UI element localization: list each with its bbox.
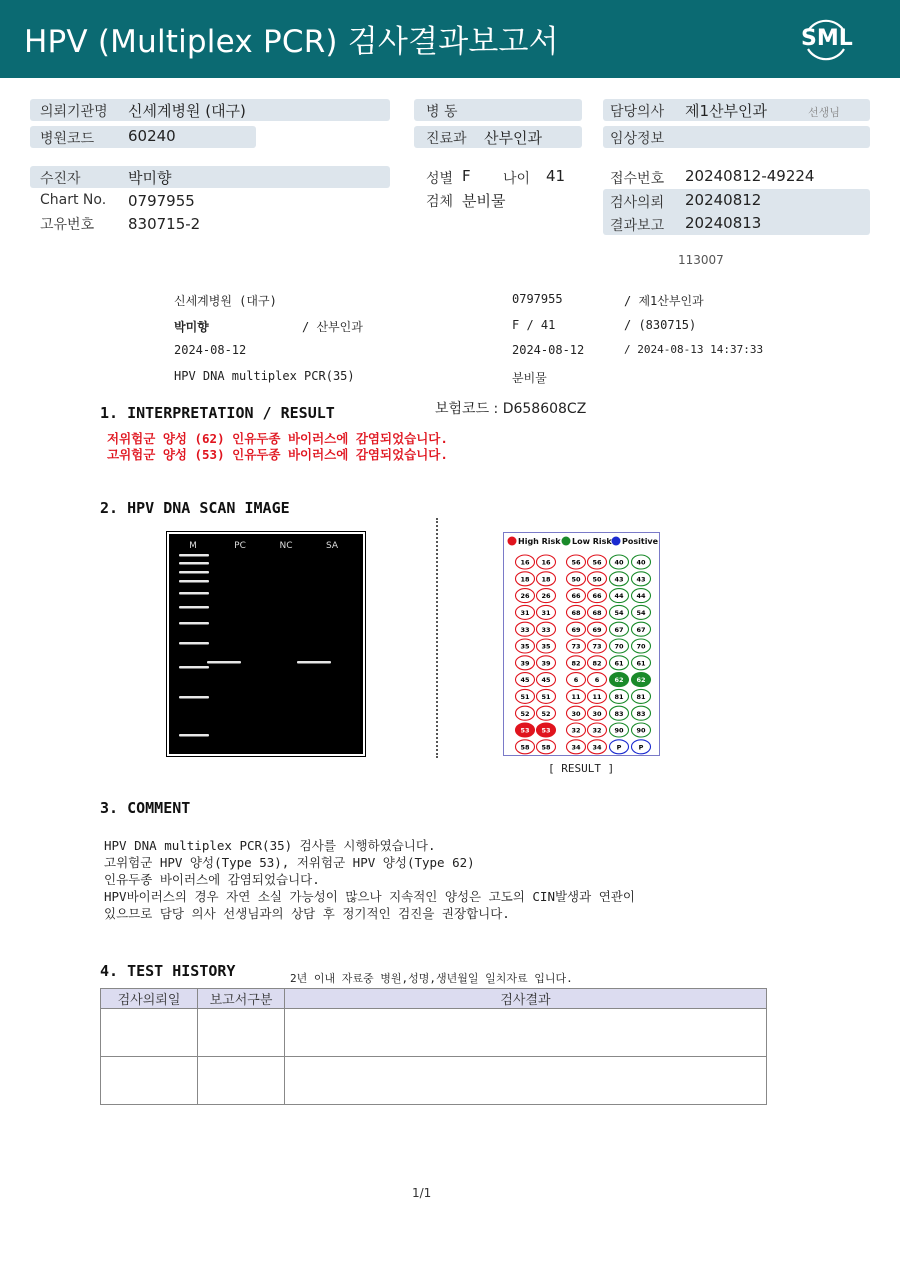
chip-spot-label: 39 xyxy=(541,659,551,668)
chip-spot-label: 18 xyxy=(520,575,530,584)
receipt-value: 20240812-49224 xyxy=(685,167,815,185)
ladder-band xyxy=(179,734,209,737)
chip-spot-label: 18 xyxy=(541,575,551,584)
rpt-specimen: 분비물 xyxy=(512,371,547,385)
legend-low-label: Low Risk xyxy=(572,537,612,546)
chip-spot-label: 32 xyxy=(571,726,581,735)
ladder-band xyxy=(179,592,209,595)
hospital-code-label: 병원코드 xyxy=(40,131,95,147)
gel-bands xyxy=(169,534,359,750)
history-col-result: 검사결과 xyxy=(285,989,767,1009)
chart-value: 0797955 xyxy=(128,192,195,210)
chip-spot-label: 43 xyxy=(614,575,624,584)
chip-spot-label: 16 xyxy=(520,558,530,567)
chip-spot-label: 54 xyxy=(614,609,624,617)
specimen-label: 검체 xyxy=(426,194,454,210)
chip-spot-label: 33 xyxy=(520,625,530,634)
legend-high-dot xyxy=(508,537,517,546)
chip-spot-label: 82 xyxy=(571,659,581,668)
history-table xyxy=(100,988,767,1105)
history-row xyxy=(101,1057,767,1105)
chip-spot-label: 34 xyxy=(571,743,581,752)
ladder-band xyxy=(179,554,209,557)
chip-spot-label: 40 xyxy=(614,558,624,567)
chip-spot-label: 90 xyxy=(636,726,646,735)
request-value: 20240812 xyxy=(685,191,762,209)
chip-spot-label: 32 xyxy=(592,726,602,735)
sex-value: F xyxy=(462,167,471,185)
chip-spot-label: 31 xyxy=(541,609,551,617)
chip-spot-label: 53 xyxy=(541,726,551,735)
ward-label: 병 동 xyxy=(426,104,458,120)
ladder-band xyxy=(179,642,209,645)
chip-spot-label: 81 xyxy=(636,693,646,701)
chip-spot-label: 61 xyxy=(614,659,624,668)
chip-spot-label: 11 xyxy=(592,693,602,701)
gel-lane-label: PC xyxy=(234,541,246,551)
comment-line-3: 인유두종 바이러스에 감염되었습니다. xyxy=(104,872,320,887)
rpt-birth: / (830715) xyxy=(624,318,697,332)
chip-spot-label: 90 xyxy=(614,726,624,735)
chip-spot-label: 30 xyxy=(592,709,602,718)
rpt-doctor: / 제1산부인과 xyxy=(624,294,704,308)
dept-value: 산부인과 xyxy=(484,129,542,147)
gel-lane-label: NC xyxy=(279,541,293,551)
dept-label: 진료과 xyxy=(426,131,467,147)
chip-result-label: [ RESULT ] xyxy=(548,762,615,775)
history-col-date: 검사의뢰일 xyxy=(101,989,198,1009)
chip-spot-label: 50 xyxy=(592,575,602,584)
gel-lane-label: M xyxy=(189,541,197,551)
rpt-sex-age: F / 41 xyxy=(512,318,556,332)
chip-spot-label: 52 xyxy=(520,709,530,718)
receipt-label: 접수번호 xyxy=(610,171,665,187)
ladder-band xyxy=(179,666,209,669)
comment-line-5: 있으므로 담당 의사 선생님과의 상담 후 정기적인 검진을 권장합니다. xyxy=(104,906,510,921)
chip-spot-label: 45 xyxy=(520,676,530,685)
chip-spot-label: 66 xyxy=(571,592,581,601)
ladder-band xyxy=(179,571,209,574)
chip-spot-label: P xyxy=(638,743,644,752)
chip-spot-label: 16 xyxy=(541,558,551,567)
chip-spot-label: 61 xyxy=(636,659,646,668)
ladder-band xyxy=(179,562,209,565)
page-number: 1/1 xyxy=(412,1186,432,1200)
request-label: 검사의뢰 xyxy=(610,195,665,211)
chip-spot-label: 44 xyxy=(636,592,646,601)
chip-spot-label: 68 xyxy=(571,609,581,617)
chip-spot-label: 62 xyxy=(614,676,624,685)
chip-spot-label: 45 xyxy=(541,676,551,685)
rpt-date2: 2024-08-12 xyxy=(512,343,585,357)
history-col-type: 보고서구분 xyxy=(198,989,285,1009)
history-row xyxy=(101,1009,767,1057)
chip-spot-label: 54 xyxy=(636,609,646,617)
legend-high-label: High Risk xyxy=(518,537,561,546)
sample-band xyxy=(297,661,331,664)
chip-spot-label: 58 xyxy=(520,743,530,752)
sample-band xyxy=(207,661,241,664)
chip-spot-label: 70 xyxy=(636,642,646,651)
comment-line-2: 고위험군 HPV 양성(Type 53), 저위험군 HPV 양성(Type 62) xyxy=(104,855,475,870)
section-comment-title: 3. COMMENT xyxy=(100,799,191,817)
sex-label: 성별 xyxy=(426,171,454,187)
id-value: 830715-2 xyxy=(128,215,201,233)
chip-spot-label: 50 xyxy=(571,575,581,584)
report-value: 20240813 xyxy=(685,214,762,232)
chip-spot-label: 81 xyxy=(614,693,624,701)
chip-spot-label: 30 xyxy=(571,709,581,718)
report-title: HPV (Multiplex PCR) 검사결과보고서 xyxy=(24,24,559,60)
chart-label: Chart No. xyxy=(40,192,107,208)
chip-spot-label: 35 xyxy=(541,642,551,651)
institution-value: 신세계병원 (대구) xyxy=(128,102,246,120)
chip-spot-label: 69 xyxy=(571,625,581,634)
patient-bar xyxy=(30,166,390,188)
chip-spot-label: 52 xyxy=(541,709,551,718)
chip-spot-label: 26 xyxy=(541,592,551,601)
chip-spot-label: 56 xyxy=(571,558,581,567)
history-note: 2년 이내 자료중 병원,성명,생년월일 일치자료 입니다. xyxy=(290,972,573,985)
chip-spot-label: 62 xyxy=(636,676,646,685)
clinical-label: 임상정보 xyxy=(610,131,665,147)
chip-spot-label: 33 xyxy=(541,625,551,634)
chip-spot-label: 70 xyxy=(614,642,624,651)
chip-spot-label: 83 xyxy=(636,709,646,718)
chip-spot-label: 67 xyxy=(636,625,646,634)
chip-spot-label: 40 xyxy=(636,558,646,567)
result-line-1: 저위험군 양성 (62) 인유두종 바이러스에 감염되었습니다. xyxy=(107,431,448,446)
legend-low-dot xyxy=(562,537,571,546)
chip-spot-label: 53 xyxy=(520,726,530,735)
patient-label: 수진자 xyxy=(40,171,81,187)
rpt-institution: 신세계병원 (대구) xyxy=(174,294,277,308)
chip-spot-label: 51 xyxy=(520,693,530,701)
chip-spot-label: 83 xyxy=(614,709,624,718)
chip-spot-label: 43 xyxy=(636,575,646,584)
specimen-value: 분비물 xyxy=(462,192,506,210)
doctor-label: 담당의사 xyxy=(610,104,665,120)
legend-pos-dot xyxy=(612,537,621,546)
section-history-title: 4. TEST HISTORY xyxy=(100,962,236,980)
result-line-2: 고위험군 양성 (53) 인유두종 바이러스에 감염되었습니다. xyxy=(107,447,448,462)
rpt-timestamp: / 2024-08-13 14:37:33 xyxy=(624,343,764,356)
comment-line-1: HPV DNA multiplex PCR(35) 검사를 시행하였습니다. xyxy=(104,838,436,853)
doctor-suffix: 선생님 xyxy=(808,106,840,119)
logo-text: SML xyxy=(801,26,853,51)
rpt-dept: / 산부인과 xyxy=(302,320,363,334)
chip-spot-label: 6 xyxy=(594,676,600,685)
chip-spot-label: 39 xyxy=(520,659,530,668)
chip-spot-label: 73 xyxy=(571,642,581,651)
section-scan-title: 2. HPV DNA SCAN IMAGE xyxy=(100,499,290,517)
chip-spot-label: 26 xyxy=(520,592,530,601)
institution-label: 의뢰기관명 xyxy=(40,104,108,120)
chip-spot-label: 68 xyxy=(592,609,602,617)
chip-spot-label: P xyxy=(616,743,622,752)
chip-spot-label: 51 xyxy=(541,693,551,701)
rpt-chart: 0797955 xyxy=(512,292,563,306)
chip-spot-label: 66 xyxy=(592,592,602,601)
chip-spot-label: 11 xyxy=(571,693,581,701)
chip-spot-label: 67 xyxy=(614,625,624,634)
insurance-code: 보험코드 : D658608CZ xyxy=(435,401,587,417)
ladder-band xyxy=(179,606,209,609)
chip-spot-label: 69 xyxy=(592,625,602,634)
chip-spot-label: 6 xyxy=(573,676,579,685)
doctor-value: 제1산부인과 xyxy=(685,102,767,120)
ladder-band xyxy=(179,622,209,625)
id-label: 고유번호 xyxy=(40,217,95,233)
gel-lane-label: SA xyxy=(325,541,339,551)
history-header-row xyxy=(101,989,767,1009)
chip-spot-label: 82 xyxy=(592,659,602,668)
rpt-patient: 박미향 xyxy=(174,320,209,334)
chip-spot-label: 34 xyxy=(592,743,602,752)
chip-spot-label: 56 xyxy=(592,558,602,567)
chip-spot-label: 31 xyxy=(520,609,530,617)
comment-line-4: HPV바이러스의 경우 자연 소실 가능성이 많으나 지속적인 양성은 고도의 CIN발생과 연관이 xyxy=(104,889,635,904)
patient-value: 박미향 xyxy=(128,169,172,187)
rpt-date1: 2024-08-12 xyxy=(174,343,247,357)
chip-spot-label: 73 xyxy=(592,642,602,651)
chip-spot-label: 35 xyxy=(520,642,530,651)
rpt-test-name: HPV DNA multiplex PCR(35) xyxy=(174,369,355,383)
scan-divider xyxy=(436,518,438,758)
legend-pos-label: Positive xyxy=(622,537,658,546)
report-code: 113007 xyxy=(678,253,724,267)
hpv-chip-grid xyxy=(504,533,658,755)
hospital-code-value: 60240 xyxy=(128,127,176,145)
section-interpretation-title: 1. INTERPRETATION / RESULT xyxy=(100,404,335,422)
ladder-band xyxy=(179,580,209,583)
report-label: 결과보고 xyxy=(610,218,665,234)
chip-spot-label: 58 xyxy=(541,743,551,752)
ladder-band xyxy=(179,696,209,699)
age-label: 나이 xyxy=(503,171,531,187)
age-value: 41 xyxy=(546,167,566,185)
chip-spot-label: 44 xyxy=(614,592,624,601)
